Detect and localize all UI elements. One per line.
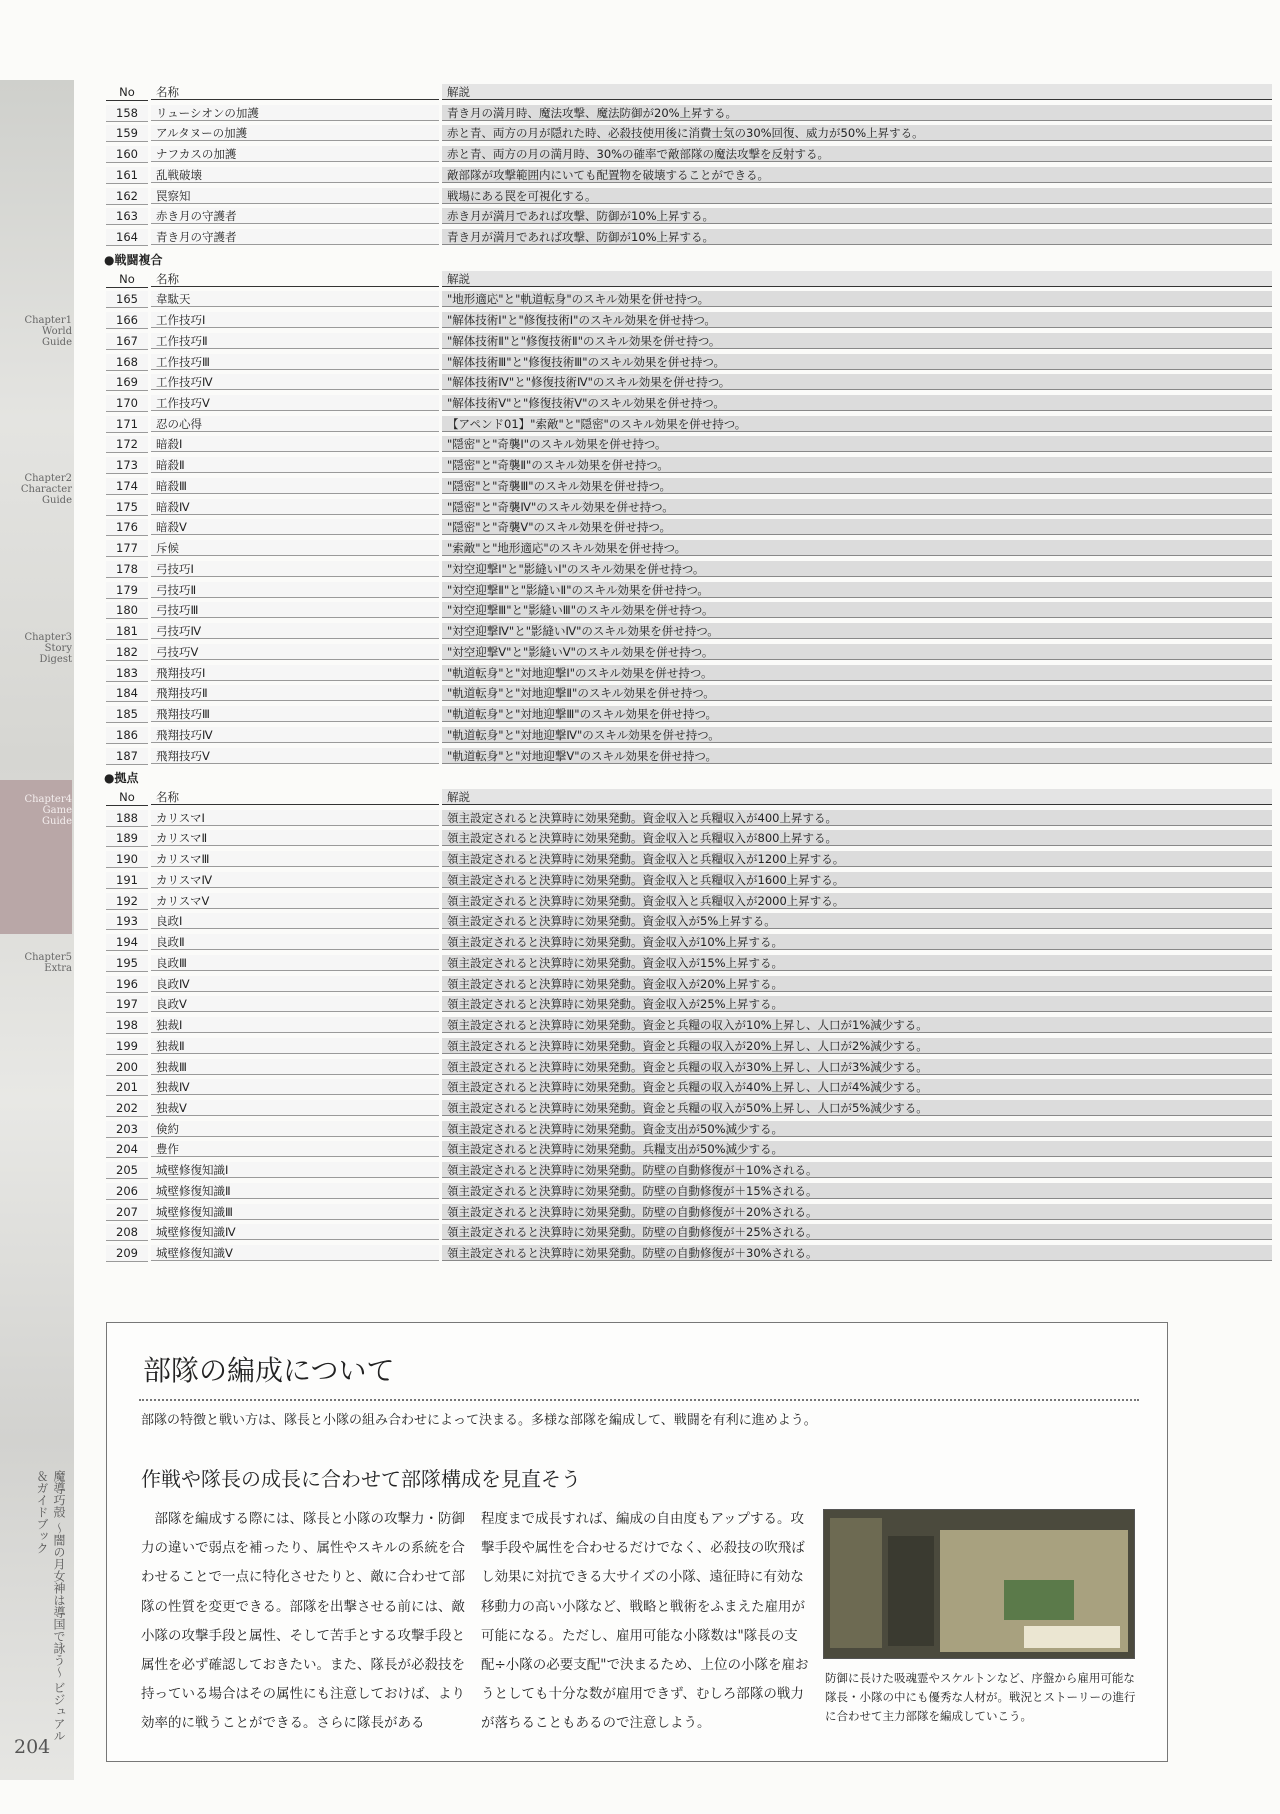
skill-no: 167 (106, 333, 148, 350)
skill-desc: "対空迎撃Ⅲ"と"影縫いⅢ"のスキル効果を併せ持つ。 (442, 602, 1272, 618)
skill-name: 良政Ⅳ (151, 976, 439, 992)
skill-desc: "解体技術Ⅰ"と"修復技術Ⅰ"のスキル効果を併せ持つ。 (442, 312, 1272, 328)
skill-no: 164 (106, 229, 148, 246)
table-row (106, 331, 1166, 352)
table-row (106, 393, 1166, 414)
skill-no: 161 (106, 167, 148, 184)
skill-desc: "軌道転身"と"対地迎撃Ⅰ"のスキル効果を併せ持つ。 (442, 665, 1272, 681)
skill-no: 190 (106, 851, 148, 868)
skill-no: 192 (106, 893, 148, 910)
skill-no: 173 (106, 457, 148, 474)
skill-name: 飛翔技巧Ⅰ (151, 665, 439, 681)
chapter-label: World (42, 326, 72, 337)
skill-name: 弓技巧Ⅲ (151, 602, 439, 618)
skill-name: 暗殺Ⅱ (151, 457, 439, 473)
skill-no: 201 (106, 1079, 148, 1096)
table-row (106, 1160, 1166, 1181)
table-row (106, 497, 1166, 518)
skill-name: 暗殺Ⅰ (151, 436, 439, 452)
skill-desc: 領主設定されると決算時に効果発動。兵糧支出が50%減少する。 (442, 1141, 1272, 1157)
chapter-link-4[interactable] (0, 780, 72, 934)
chapter-label: Guide (42, 816, 72, 827)
skill-name: 飛翔技巧Ⅴ (151, 748, 439, 764)
skill-desc: 領主設定されると決算時に効果発動。資金と兵糧の収入が30%上昇し、人口が3%減少する。 (442, 1059, 1272, 1075)
skill-desc: 領主設定されると決算時に効果発動。防壁の自動修復が＋20%される。 (442, 1204, 1272, 1220)
skill-no: 166 (106, 312, 148, 329)
table-row (106, 103, 1166, 124)
table-row (106, 434, 1166, 455)
skill-name: カリスマⅣ (151, 872, 439, 888)
skill-no: 188 (106, 810, 148, 827)
skill-name: 弓技巧Ⅴ (151, 644, 439, 660)
skill-desc: "軌道転身"と"対地迎撃Ⅳ"のスキル効果を併せ持つ。 (442, 727, 1272, 743)
skill-name: 青き月の守護者 (151, 229, 439, 245)
skill-name: 城壁修復知識Ⅱ (151, 1183, 439, 1199)
skill-no: 197 (106, 996, 148, 1013)
skill-desc: 領主設定されると決算時に効果発動。資金収入が25%上昇する。 (442, 996, 1272, 1012)
table-row (106, 1119, 1166, 1140)
skill-desc: 青き月の満月時、魔法攻撃、魔法防御が20%上昇する。 (442, 105, 1272, 121)
article-body-1: 部隊を編成する際には、隊長と小隊の攻撃力・防御力の違いで弱点を補ったり、属性やスキルの系統を合わせることで一点に特化させたりと、敵に合わせて部隊の性質を変更できる。部隊を出撃させる前には、敵小隊の攻撃手段と属性、そして苦手とする攻撃手段と属性を必ず確認しておきたい。また、隊長が必殺技を持っている場合はその属性にも注意しておけば、より効率的に戦うことができる。さらに隊長がある (141, 1511, 465, 1732)
header-name: 名称 (151, 789, 439, 805)
chapter-label: Story (44, 643, 72, 654)
skill-no: 199 (106, 1038, 148, 1055)
table-row (106, 1057, 1166, 1078)
skill-desc: "対空迎撃Ⅴ"と"影縫いⅤ"のスキル効果を併せ持つ。 (442, 644, 1272, 660)
skill-no: 172 (106, 436, 148, 453)
skill-desc: "解体技術Ⅳ"と"修復技術Ⅳ"のスキル効果を併せ持つ。 (442, 374, 1272, 390)
skill-name: 良政Ⅱ (151, 934, 439, 950)
skill-name: 工作技巧Ⅰ (151, 312, 439, 328)
skill-name: 独裁Ⅱ (151, 1038, 439, 1054)
table-row (106, 227, 1166, 248)
table-row (106, 683, 1166, 704)
table-row (106, 849, 1166, 870)
skill-no: 168 (106, 354, 148, 371)
section-heading (106, 766, 1166, 787)
skill-desc: "解体技術Ⅱ"と"修復技術Ⅱ"のスキル効果を併せ持つ。 (442, 333, 1272, 349)
skill-desc: "隠密"と"奇襲Ⅰ"のスキル効果を併せ持つ。 (442, 436, 1272, 452)
article-column-2 (481, 1505, 811, 1739)
article-lead: 部隊の特徴と戦い方は、隊長と小隊の組み合わせによって決まる。多様な部隊を編成して、戦闘を有利に進めよう。 (141, 1413, 817, 1428)
skill-name: 工作技巧Ⅲ (151, 354, 439, 370)
skill-name: 忍の心得 (151, 416, 439, 432)
skill-no: 198 (106, 1017, 148, 1034)
table-row (106, 559, 1166, 580)
skill-name: 倹約 (151, 1121, 439, 1137)
header-no: No (106, 84, 148, 101)
skill-name: 工作技巧Ⅴ (151, 395, 439, 411)
skill-name: 弓技巧Ⅳ (151, 623, 439, 639)
table-row (106, 663, 1166, 684)
table-row (106, 372, 1166, 393)
skill-desc: "軌道転身"と"対地迎撃Ⅱ"のスキル効果を併せ持つ。 (442, 685, 1272, 701)
header-no: No (106, 271, 148, 288)
skill-name: 良政Ⅰ (151, 913, 439, 929)
skill-desc: 領主設定されると決算時に効果発動。資金と兵糧の収入が40%上昇し、人口が4%減少する。 (442, 1079, 1272, 1095)
skill-name: カリスマⅠ (151, 810, 439, 826)
section-title: ●戦闘複合 (104, 252, 163, 267)
skill-desc: 赤と青、両方の月が隠れた時、必殺技使用後に消費士気の30%回復、威力が50%上昇する。 (442, 125, 1272, 141)
skill-name: 良政Ⅴ (151, 996, 439, 1012)
skill-name: 罠察知 (151, 188, 439, 204)
table-row (106, 289, 1166, 310)
chapter-link-3[interactable] (0, 632, 72, 665)
skill-desc: 領主設定されると決算時に効果発動。資金収入が10%上昇する。 (442, 934, 1272, 950)
skill-no: 195 (106, 955, 148, 972)
skill-name: 工作技巧Ⅱ (151, 333, 439, 349)
skill-name: 良政Ⅲ (151, 955, 439, 971)
page-number: 204 (14, 1736, 51, 1758)
skill-no: 169 (106, 374, 148, 391)
skill-name: 韋駄天 (151, 291, 439, 307)
skill-name: 城壁修復知識Ⅲ (151, 1204, 439, 1220)
skill-name: 弓技巧Ⅰ (151, 561, 439, 577)
skill-desc: "対空迎撃Ⅳ"と"影縫いⅣ"のスキル効果を併せ持つ。 (442, 623, 1272, 639)
skill-desc: "軌道転身"と"対地迎撃Ⅲ"のスキル効果を併せ持つ。 (442, 706, 1272, 722)
chapter-label: Character (20, 484, 72, 495)
skill-desc: 領主設定されると決算時に効果発動。資金と兵糧の収入が20%上昇し、人口が2%減少する。 (442, 1038, 1272, 1054)
skill-name: 飛翔技巧Ⅳ (151, 727, 439, 743)
screenshot-caption: 防御に長けた吸魂霊やスケルトンなど、序盤から雇用可能な隊長・小隊の中にも優秀な人材が。戦況とストーリーの進行に合わせて主力部隊を編成していこう。 (825, 1671, 1136, 1723)
table-row (106, 870, 1166, 891)
skill-no: 191 (106, 872, 148, 889)
table-row (106, 932, 1166, 953)
table-row (106, 1036, 1166, 1057)
skill-name: 暗殺Ⅲ (151, 478, 439, 494)
skill-no: 200 (106, 1059, 148, 1076)
skill-no: 206 (106, 1183, 148, 1200)
table-row (106, 165, 1166, 186)
skill-no: 205 (106, 1162, 148, 1179)
skill-desc: 赤と青、両方の月の満月時、30%の確率で敵部隊の魔法攻撃を反射する。 (442, 146, 1272, 162)
table-row (106, 725, 1166, 746)
skill-no: 183 (106, 665, 148, 682)
skill-no: 165 (106, 291, 148, 308)
chapter-label: Chapter5 (24, 952, 72, 963)
skill-desc: "解体技術Ⅲ"と"修復技術Ⅲ"のスキル効果を併せ持つ。 (442, 354, 1272, 370)
table-header (106, 787, 1166, 808)
chapter-label: Chapter1 (24, 315, 72, 326)
skill-desc: "地形適応"と"軌道転身"のスキル効果を併せ持つ。 (442, 291, 1272, 307)
skill-no: 179 (106, 582, 148, 599)
skill-no: 180 (106, 602, 148, 619)
table-row (106, 352, 1166, 373)
skill-name: 弓技巧Ⅱ (151, 582, 439, 598)
table-row (106, 144, 1166, 165)
skill-name: 城壁修復知識Ⅳ (151, 1224, 439, 1240)
table-row (106, 642, 1166, 663)
skill-name: 暗殺Ⅴ (151, 519, 439, 535)
skill-no: 178 (106, 561, 148, 578)
skill-name: カリスマⅢ (151, 851, 439, 867)
skill-desc: "索敵"と"地形適応"のスキル効果を併せ持つ。 (442, 540, 1272, 556)
article-subtitle: 作戦や隊長の成長に合わせて部隊構成を見直そう (141, 1467, 581, 1491)
chapter-link-2[interactable] (0, 473, 72, 506)
skill-name: 赤き月の守護者 (151, 208, 439, 224)
skill-desc: "解体技術Ⅴ"と"修復技術Ⅴ"のスキル効果を併せ持つ。 (442, 395, 1272, 411)
table-row (106, 994, 1166, 1015)
skill-desc: 領主設定されると決算時に効果発動。防壁の自動修復が＋25%される。 (442, 1224, 1272, 1240)
skill-no: 159 (106, 125, 148, 142)
skill-desc: 領主設定されると決算時に効果発動。防壁の自動修復が＋15%される。 (442, 1183, 1272, 1199)
skill-desc: "隠密"と"奇襲Ⅳ"のスキル効果を併せ持つ。 (442, 499, 1272, 515)
table-row (106, 414, 1166, 435)
chapter-link-1[interactable] (0, 315, 72, 348)
article-box (106, 1322, 1168, 1762)
chapter-label: Digest (39, 654, 72, 665)
article-title: 部隊の編成について (143, 1354, 395, 1387)
dotted-divider (139, 1399, 1139, 1401)
skill-name: 独裁Ⅲ (151, 1059, 439, 1075)
header-name: 名称 (151, 84, 439, 100)
table-row (106, 1222, 1166, 1243)
skill-no: 176 (106, 519, 148, 536)
skill-no: 184 (106, 685, 148, 702)
skill-desc: 領主設定されると決算時に効果発動。防壁の自動修復が＋30%される。 (442, 1245, 1272, 1261)
skill-name: 飛翔技巧Ⅲ (151, 706, 439, 722)
skill-desc: 領主設定されると決算時に効果発動。資金収入が5%上昇する。 (442, 913, 1272, 929)
skill-no: 189 (106, 830, 148, 847)
skill-name: 乱戦破壊 (151, 167, 439, 183)
skill-no: 196 (106, 976, 148, 993)
table-row (106, 953, 1166, 974)
skill-name: ナフカスの加護 (151, 146, 439, 162)
skill-name: 独裁Ⅰ (151, 1017, 439, 1033)
chapter-label: Guide (42, 337, 72, 348)
table-row (106, 911, 1166, 932)
table-row (106, 1015, 1166, 1036)
table-row (106, 828, 1166, 849)
skill-no: 171 (106, 416, 148, 433)
table-row (106, 600, 1166, 621)
skill-name: 工作技巧Ⅳ (151, 374, 439, 390)
chapter-label: Extra (44, 963, 72, 974)
skill-no: 160 (106, 146, 148, 163)
skill-no: 186 (106, 727, 148, 744)
skill-name: 城壁修復知識Ⅰ (151, 1162, 439, 1178)
skill-desc: 【アペンド01】"索敵"と"隠密"のスキル効果を併せ持つ。 (442, 416, 1272, 432)
table-row (106, 538, 1166, 559)
chapter-label: Chapter4 (24, 794, 72, 805)
skill-desc: 領主設定されると決算時に効果発動。防壁の自動修復が＋10%される。 (442, 1162, 1272, 1178)
table-row (106, 123, 1166, 144)
skill-name: 独裁Ⅳ (151, 1079, 439, 1095)
skill-desc: "隠密"と"奇襲Ⅴ"のスキル効果を併せ持つ。 (442, 519, 1272, 535)
skill-no: 174 (106, 478, 148, 495)
chapter-label: Chapter3 (24, 632, 72, 643)
skill-no: 207 (106, 1204, 148, 1221)
skill-no: 181 (106, 623, 148, 640)
table-row (106, 746, 1166, 767)
skill-desc: 領主設定されると決算時に効果発動。資金収入が15%上昇する。 (442, 955, 1272, 971)
skill-no: 182 (106, 644, 148, 661)
table-row (106, 206, 1166, 227)
chapter-label: Chapter2 (24, 473, 72, 484)
table-row (106, 808, 1166, 829)
skill-no: 209 (106, 1245, 148, 1262)
table-row (106, 186, 1166, 207)
chapter-link-5[interactable] (0, 952, 72, 974)
table-row (106, 1202, 1166, 1223)
header-desc: 解説 (442, 271, 1272, 287)
skill-no: 208 (106, 1224, 148, 1241)
header-no: No (106, 789, 148, 806)
skill-table (106, 82, 1166, 1264)
skill-no: 170 (106, 395, 148, 412)
skill-name: 城壁修復知識Ⅴ (151, 1245, 439, 1261)
table-row (106, 310, 1166, 331)
table-row (106, 476, 1166, 497)
table-row (106, 580, 1166, 601)
article-column-1 (141, 1505, 471, 1739)
table-row (106, 974, 1166, 995)
skill-desc: "対空迎撃Ⅱ"と"影縫いⅡ"のスキル効果を併せ持つ。 (442, 582, 1272, 598)
header-desc: 解説 (442, 789, 1272, 805)
skill-no: 193 (106, 913, 148, 930)
header-name: 名称 (151, 271, 439, 287)
section-heading (106, 248, 1166, 269)
skill-desc: 領主設定されると決算時に効果発動。資金収入と兵糧収入が400上昇する。 (442, 810, 1272, 826)
skill-desc: 領主設定されると決算時に効果発動。資金収入と兵糧収入が1600上昇する。 (442, 872, 1272, 888)
skill-name: アルタヌーの加護 (151, 125, 439, 141)
table-row (106, 704, 1166, 725)
skill-desc: 敵部隊が攻撃範囲内にいても配置物を破壊することができる。 (442, 167, 1272, 183)
section-title: ●拠点 (104, 771, 139, 786)
skill-no: 177 (106, 540, 148, 557)
skill-desc: "隠密"と"奇襲Ⅲ"のスキル効果を併せ持つ。 (442, 478, 1272, 494)
skill-no: 162 (106, 188, 148, 205)
skill-no: 202 (106, 1100, 148, 1117)
skill-name: 独裁Ⅴ (151, 1100, 439, 1116)
skill-name: 飛翔技巧Ⅱ (151, 685, 439, 701)
article-body-2: 程度まで成長すれば、編成の自由度もアップする。攻撃手段や属性を合わせるだけでなく、必殺技の吹飛ばし効果に対抗できる大サイズの小隊、遠征時に有効な移動力の高い小隊など、戦略と戦術をふまえた雇用が可能になる。ただし、雇用可能な小隊数は"隊長の支配÷小隊の必要支配"で決まるため、上位の小隊を雇おうとしても十分な数が雇用できず、むしろ部隊の戦力が落ちることもあるので注意しよう。 (481, 1511, 809, 1732)
table-row (106, 621, 1166, 642)
header-desc: 解説 (442, 84, 1272, 100)
skill-no: 163 (106, 208, 148, 225)
skill-no: 204 (106, 1141, 148, 1158)
book-title-vertical: 魔導巧殻 〜闇の月女神は導国で詠う〜 ビジュアル＆ガイドブック (35, 1470, 66, 1742)
skill-desc: 戦場にある罠を可視化する。 (442, 188, 1272, 204)
skill-name: カリスマⅡ (151, 830, 439, 846)
chapter-label: Game (42, 805, 72, 816)
table-row (106, 1243, 1166, 1264)
chapter-label: Guide (42, 495, 72, 506)
table-header (106, 269, 1166, 290)
skill-desc: 領主設定されると決算時に効果発動。資金と兵糧の収入が50%上昇し、人口が5%減少する。 (442, 1100, 1272, 1116)
skill-desc: "対空迎撃Ⅰ"と"影縫いⅠ"のスキル効果を併せ持つ。 (442, 561, 1272, 577)
table-row (106, 1077, 1166, 1098)
game-screenshot (823, 1509, 1135, 1659)
skill-desc: 領主設定されると決算時に効果発動。資金支出が50%減少する。 (442, 1121, 1272, 1137)
skill-no: 175 (106, 499, 148, 516)
skill-no: 203 (106, 1121, 148, 1138)
skill-desc: 領主設定されると決算時に効果発動。資金収入と兵糧収入が2000上昇する。 (442, 893, 1272, 909)
skill-name: カリスマⅤ (151, 893, 439, 909)
skill-no: 194 (106, 934, 148, 951)
skill-no: 187 (106, 748, 148, 765)
table-row (106, 1098, 1166, 1119)
table-row (106, 1139, 1166, 1160)
table-row (106, 455, 1166, 476)
skill-desc: 領主設定されると決算時に効果発動。資金収入が20%上昇する。 (442, 976, 1272, 992)
skill-name: 暗殺Ⅳ (151, 499, 439, 515)
skill-name: 豊作 (151, 1141, 439, 1157)
skill-name: リューシオンの加護 (151, 105, 439, 121)
skill-no: 185 (106, 706, 148, 723)
skill-desc: 青き月が満月であれば攻撃、防御が10%上昇する。 (442, 229, 1272, 245)
table-header (106, 82, 1166, 103)
table-row (106, 1181, 1166, 1202)
skill-desc: 赤き月が満月であれば攻撃、防御が10%上昇する。 (442, 208, 1272, 224)
skill-no: 158 (106, 105, 148, 122)
skill-desc: "隠密"と"奇襲Ⅱ"のスキル効果を併せ持つ。 (442, 457, 1272, 473)
table-row (106, 517, 1166, 538)
skill-desc: 領主設定されると決算時に効果発動。資金収入と兵糧収入が800上昇する。 (442, 830, 1272, 846)
skill-desc: 領主設定されると決算時に効果発動。資金と兵糧の収入が10%上昇し、人口が1%減少する。 (442, 1017, 1272, 1033)
skill-desc: "軌道転身"と"対地迎撃Ⅴ"のスキル効果を併せ持つ。 (442, 748, 1272, 764)
skill-desc: 領主設定されると決算時に効果発動。資金収入と兵糧収入が1200上昇する。 (442, 851, 1272, 867)
skill-name: 斥候 (151, 540, 439, 556)
table-row (106, 891, 1166, 912)
